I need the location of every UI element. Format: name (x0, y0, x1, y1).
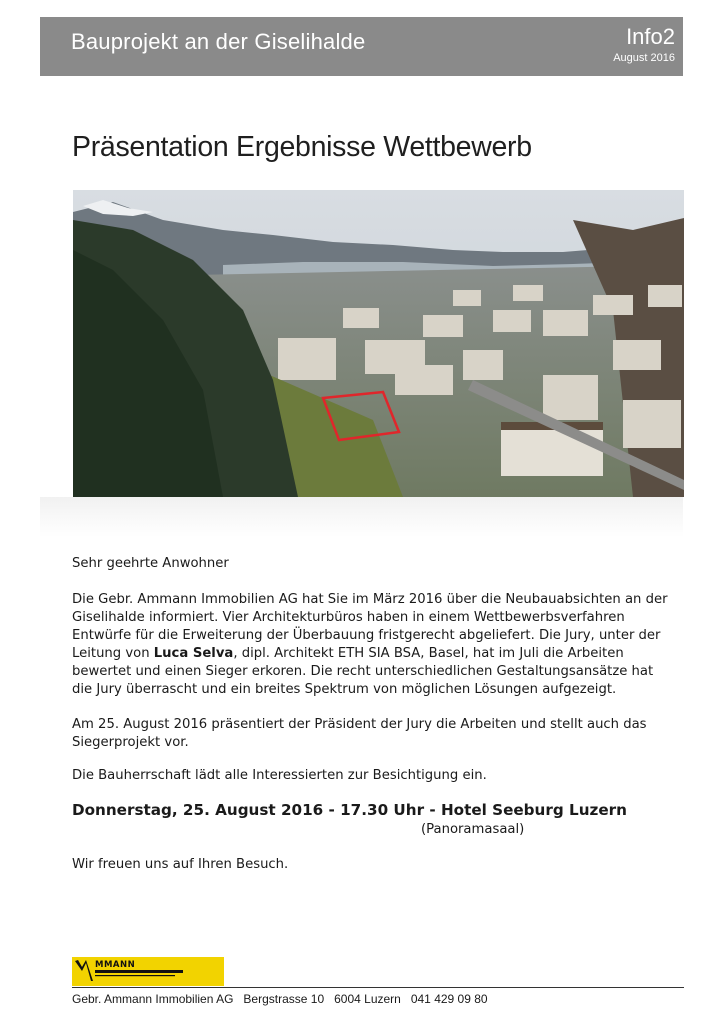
logo-wordmark: MMANN (95, 960, 136, 970)
event-details: Donnerstag, 25. August 2016 - 17.30 Uhr - Hotel Seeburg Luzern (72, 801, 627, 819)
page-title: Präsentation Ergebnisse Wettbewerb (72, 131, 532, 163)
letter-greeting: Sehr geehrte Anwohner (72, 556, 229, 571)
letter-paragraph-3: Die Bauherrschaft lädt alle Interessierten zur Besichtigung ein. (72, 768, 487, 783)
letter-paragraph-1 (72, 591, 672, 699)
header-bar (40, 17, 683, 76)
photo-shadow (40, 497, 683, 537)
paragraph-1-text-continued: , dipl. Architekt ETH SIA BSA, Basel, hat im Juli die Arbeiten bewertet und einen Sieger erkoren. Die recht unterschiedlichen Gestaltungsansätze hat die Jury überrascht und ein breites Spektrum von möglichen Lösungen aufgezeigt. (72, 646, 654, 697)
header-title: Bauprojekt an der Giselihalde (71, 29, 366, 54)
letter-closing: Wir freuen uns auf Ihren Besuch. (72, 857, 289, 872)
header-info-label: Info2 (626, 24, 675, 49)
jury-chair-name: Luca Selva (153, 646, 234, 661)
ammann-logo (72, 957, 224, 986)
footer-address: Gebr. Ammann Immobilien AG Bergstrasse 10 6004 Luzern 041 429 09 80 (72, 992, 488, 1006)
paragraph-1-text: Die Gebr. Ammann Immobilien AG hat Sie im März 2016 über die Neubauabsichten an der Giselihalde informiert. Vier Architekturbüros haben in einem Wettbewerbsverfahren Entwürfe für die Erweiterung der Überbauung fristgerecht abgeliefert. Die Jury, unter der Leitung von (72, 592, 668, 661)
aerial-photo (73, 190, 684, 497)
letter-paragraph-2: Am 25. August 2016 präsentiert der Präsident der Jury die Arbeiten und stellt auch das Siegerprojekt vor. (72, 717, 647, 750)
header-date: August 2016 (613, 52, 675, 64)
event-venue: (Panoramasaal) (421, 822, 525, 837)
footer-divider (72, 987, 684, 988)
